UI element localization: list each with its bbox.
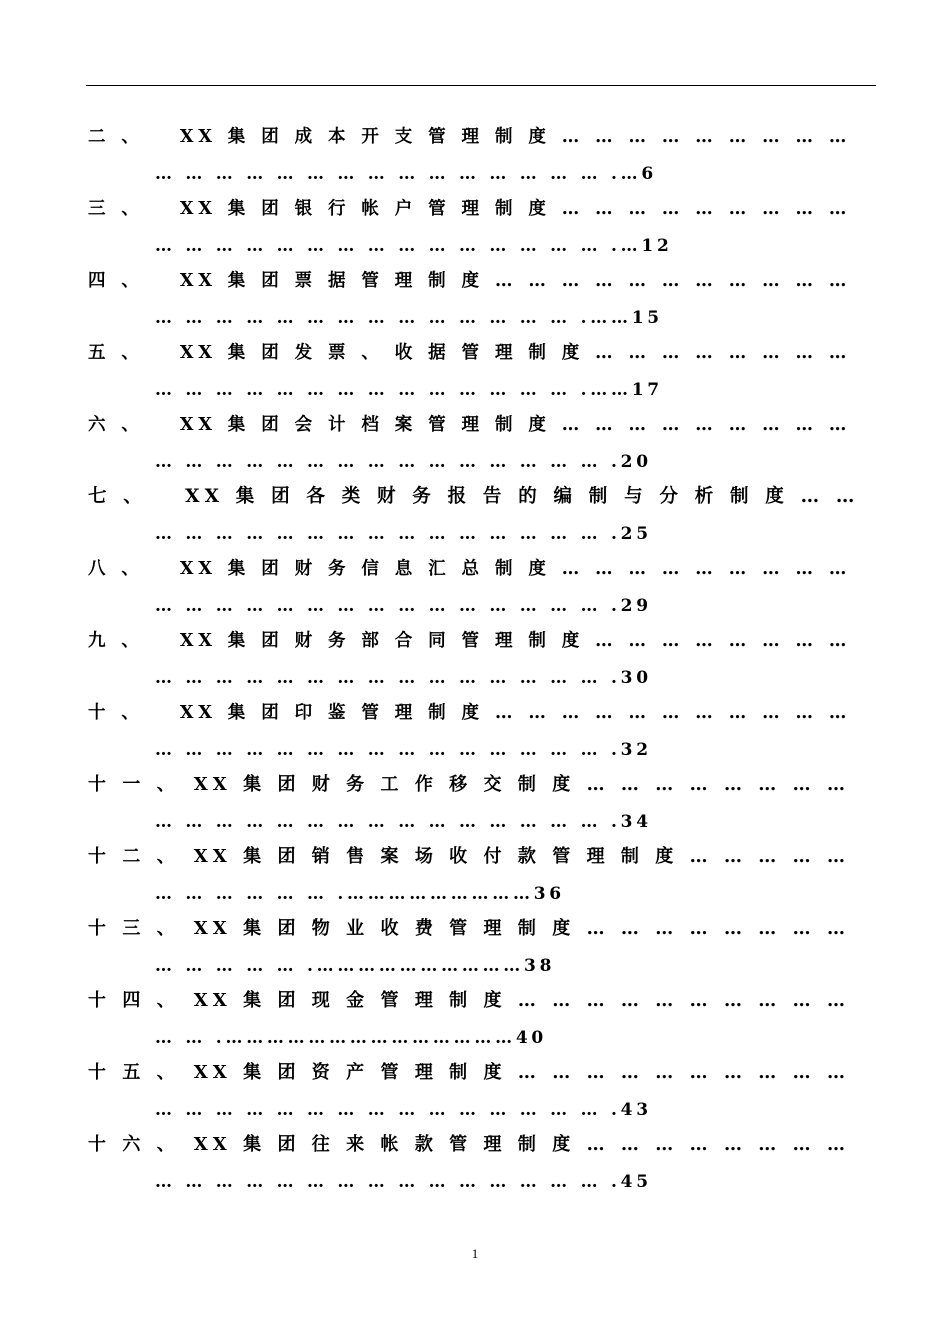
toc-entry-title (88, 845, 850, 869)
toc-entry-leader: … … … … … … … … … … … … … … … .43 (155, 1100, 652, 1120)
toc-entry-number: 十 二 、 (88, 846, 171, 867)
toc-entry-text: XX 集 团 成 本 开 支 管 理 制 度 … … … … … … … … … (179, 127, 852, 147)
toc-entry-text: XX 集 团 银 行 帐 户 管 理 制 度 … … … … … … … … … (179, 199, 852, 219)
toc-entry-leader: … … … … … … … … … … … … … … … .34 (155, 812, 652, 832)
toc-entry-text: XX 集 团 发 票 、 收 据 管 理 制 度 … … … … … … … … (179, 343, 852, 363)
toc-entry-number: 十 一 、 (88, 774, 171, 795)
toc-entry-leader: … … … … … … … … … … … … … … … .32 (155, 740, 652, 760)
toc-entry-title (88, 125, 851, 149)
toc-entry-number: 五 、 (88, 343, 136, 363)
toc-entry-title (88, 629, 851, 653)
toc-entry-title (88, 1061, 850, 1085)
toc-entry-number: 九 、 (88, 631, 136, 651)
toc-entry-title (88, 1133, 850, 1157)
toc-entry-number: 六 、 (88, 415, 136, 435)
page-number: 1 (471, 1246, 479, 1261)
toc-entry-number: 八 、 (88, 559, 136, 579)
toc-entry-leader: … … … … … … … … … … … … … … … .…6 (155, 164, 657, 184)
toc-entry-title (88, 197, 851, 221)
toc-entry-number: 十 四 、 (88, 990, 171, 1011)
toc-entry-number: 十 五 、 (88, 1062, 171, 1083)
toc-entry-text: XX 集 团 印 鉴 管 理 制 度 … … … … … … … … … … … (179, 703, 852, 723)
toc-entry-text: XX 集 团 财 务 工 作 移 交 制 度 … … … … … … … … (193, 774, 851, 795)
toc-entry-number: 十 六 、 (88, 1134, 171, 1155)
toc-entry-title (88, 917, 850, 941)
toc-entry-leader: … … … … … … … … … … … … … … … .30 (155, 668, 652, 688)
toc-entry-leader: … … … … … … … … … … … … … … .……15 (155, 308, 663, 328)
toc-entry-number: 三 、 (88, 199, 136, 219)
toc-entry-leader: … … … … … … … … … … … … … … .……17 (155, 380, 663, 400)
toc-entry-title (88, 341, 851, 365)
toc-entry-text: XX 集 团 财 务 信 息 汇 总 制 度 … … … … … … … … … (179, 559, 852, 579)
toc-entry-number: 二 、 (88, 127, 136, 147)
toc-entry-text: XX 集 团 资 产 管 理 制 度 … … … … … … … … … … (193, 1062, 851, 1083)
toc-entry-title (88, 413, 851, 437)
toc-entry-leader: … … … … … … … … … … … … … … … .…12 (155, 236, 673, 256)
toc-entry-text: XX 集 团 票 据 管 理 制 度 … … … … … … … … … … … (179, 271, 852, 291)
toc-entry-number: 十 、 (88, 703, 136, 723)
toc-entry-leader: … … … … … … … … … … … … … … … .29 (155, 596, 652, 616)
toc-entry-text: XX 集 团 各 类 财 务 报 告 的 编 制 与 分 析 制 度 … … (185, 486, 860, 507)
toc-entry-leader: … … … … … … … … … … … … … … … .25 (155, 524, 652, 544)
toc-entry-leader: … … … … … … … … … … … … … … … .20 (155, 452, 652, 472)
toc-entry-title (88, 557, 851, 581)
toc-entry-title (88, 485, 860, 509)
toc-entry-title (88, 989, 850, 1013)
toc-entry-number: 七 、 (88, 486, 138, 507)
toc-entry-leader: … … … … … … … … … … … … … … … .45 (155, 1172, 652, 1192)
toc-entry-title (88, 701, 851, 725)
toc-entry-text: XX 集 团 往 来 帐 款 管 理 制 度 … … … … … … … … (193, 1134, 851, 1155)
toc-entry-text: XX 集 团 现 金 管 理 制 度 … … … … … … … … … … (193, 990, 851, 1011)
toc-entry-text: XX 集 团 销 售 案 场 收 付 款 管 理 制 度 … … … … … (193, 846, 851, 867)
toc-entry-title (88, 269, 851, 293)
toc-entry-title (88, 773, 850, 797)
toc-entry-number: 四 、 (88, 271, 136, 291)
toc-entry-leader: … … … … … .…………………………38 (155, 956, 556, 976)
toc-entry-text: XX 集 团 物 业 收 费 管 理 制 度 … … … … … … … … (193, 918, 851, 939)
toc-entry-number: 十 三 、 (88, 918, 171, 939)
toc-entry-leader: … … … … … … .………………………36 (155, 884, 565, 904)
toc-entry-text: XX 集 团 会 计 档 案 管 理 制 度 … … … … … … … … … (179, 415, 852, 435)
toc-entry-leader: … … .……………………………………40 (155, 1028, 547, 1048)
toc-entry-text: XX 集 团 财 务 部 合 同 管 理 制 度 … … … … … … … … (179, 631, 852, 651)
